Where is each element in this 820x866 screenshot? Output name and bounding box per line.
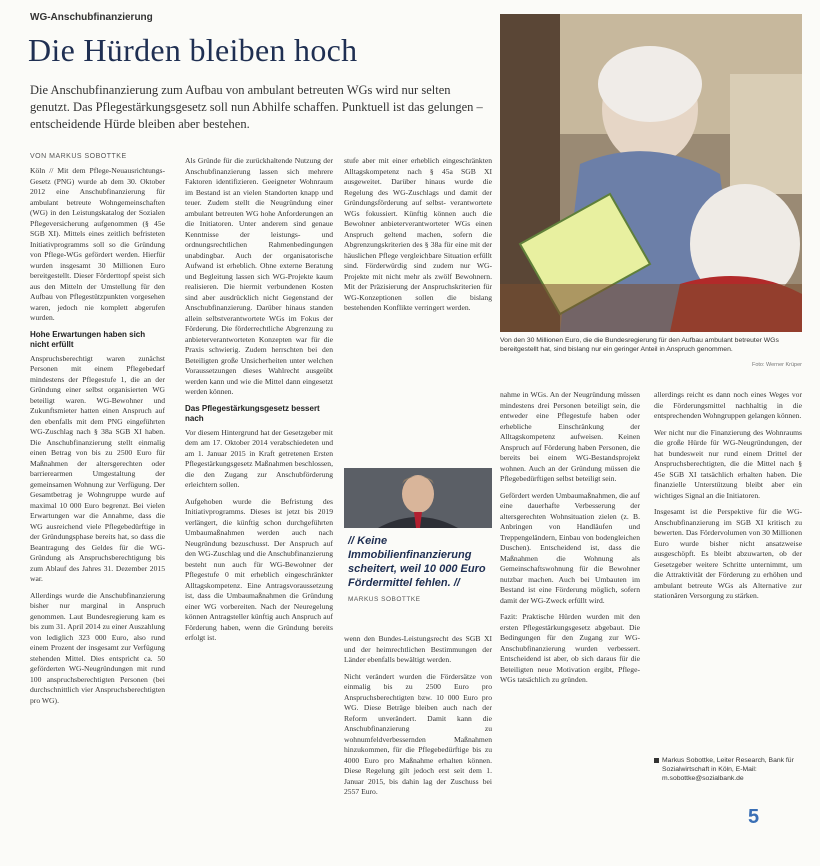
article-column-4 [500, 390, 640, 856]
author-bio: Markus Sobottke, Leiter Research, Bank für Sozialwirtschaft in Köln, E-Mail: m.sobottke@sozialbank.de [662, 757, 794, 782]
pull-quote: // Keine Immobilienfinanzierung scheitert, weil 10 000 Euro Fördermittel fehlen. // [348, 535, 486, 589]
photo-credit: Foto: Werner Krüper [751, 362, 802, 368]
article-column-1 [30, 166, 165, 856]
paragraph: wenn den Bundes-Leistungsrecht des SGB XI und der heimrechtlichen Bestimmungen der Länder ebenfalls bewältigt werden. [344, 634, 492, 664]
bio-marker-icon [654, 758, 659, 763]
portrait-illustration [344, 468, 492, 528]
paragraph: Insgesamt ist die Perspektive für die WG-Anschubfinanzierung im SGB XI kritisch zu bewerten. Das Fördervolumen von 30 Millionen Euro wurde bisher nicht ansatzweise ausgeschöpft. Es bleibt abzuwarten, ob der Gesetzgeber weitere Schritte unternimmt, um die Attraktivität der Förderung zu erhöhen und ambulant betreute WGs als Alternative zur stationären Versorgung zu stärken. [654, 507, 802, 600]
article-lead: Die Anschubfinanzierung zum Aufbau von ambulant betreuten WGs wird nur selten genutzt. Das Pflegestärkungsgesetz soll nun Abhilfe schaffen. Punktuell ist das gelungen – entscheidende Hürde bleiben aber bestehen. [30, 83, 483, 131]
article-byline: VON MARKUS SOBOTTKE [30, 153, 127, 160]
paragraph: Vor diesem Hintergrund hat der Gesetzgeber mit dem am 17. Oktober 2014 verabschiedeten und am 1. Januar 2015 in Kraft getretenen Ersten Pflegestärkungsgesetz Maßnahmen beschlossen, die den Zugang zur Anschubförderung erleichtern sollen. [185, 427, 333, 489]
paragraph: stufe aber mit einer erheblich eingeschränkten Alltagskompetenz nach § 45a SGB XI ausgeweitet. Darüber hinaus wurde die Regelung des WG-Zuschlags und damit der Gründungsförderung auf selbst- verantwortete WGs fokussiert. Künftig können auch die Bewohner anbieterverantworteter WGs einen Anspruch geltend machen, sofern die Abgrenzungskriterien des § 38a für eine mit der häuslichen Pflege vergleichbare Situation erfüllt sind. Förderwürdig sind zudem nur WG-Projekte mit nicht mehr als zwölf Bewohnern. Mit der Präzisierung der Anspruchskriterien für WG-Konzeptionen sollen die bislang bestehenden Konflikte verringert werden. [344, 156, 492, 312]
paragraph: Nicht verändert wurden die Fördersätze von einmalig bis zu 2500 Euro pro Anspruchsberechtigten bzw. 10 000 Euro pro WG. Diese Beträge bleiben auch nach der Reform unverändert. Damit kann die Anschubfinanzierung zu wohnumfeldverbessernden Maßnahmen hinzukommen, für die Pflegebedürftige bis zu 4000 Euro pro Maßnahme erhalten können. Diese Regelung gilt jedoch erst seit dem 1. Januar 2015, bis dahin lag der Zuschuss bei 2557 Euro. [344, 671, 492, 796]
paragraph: allerdings reicht es dann noch eines Weges vor die Förderungsmittel nachhaltig in die entsprechenden Wohngruppen gelangen können. [654, 390, 802, 420]
article-column-5 [654, 390, 802, 746]
article-title: Die Hürden bleiben hoch [28, 32, 358, 68]
article-photo [500, 14, 802, 332]
section-kicker: WG-Anschubfinanzierung [30, 12, 153, 23]
article-column-3 [344, 156, 492, 462]
photo-caption: Von den 30 Millionen Euro, die die Bundesregierung für den Aufbau ambulant betreuter WGs bereitgestellt hat, sind bislang nur ein geringer Anteil in Anspruch genommen. [500, 337, 779, 353]
article-column-2 [185, 156, 333, 856]
page-number: 5 [748, 806, 760, 828]
paragraph: Aufgehoben wurde die Befristung des Initiativprogramms. Dieses ist jetzt bis 2019 verlängert, die künftig schon durchgeführten Umbaumaßnahmen werden auch nach Neugründung bezuschusst. Der Anspruch auf den WG-Zuschlag und die Anschubfinanzierung besteht nun auch für WG-Bewohner der Pflegestufe 0 mit erheblich eingeschränkter Alltagskompetenz. Eine Antragsvoraussetzung ist, dass die Umbaumaßnahmen die Gründung einer WG vorbereiten. Nach der Neuregelung können Antragsteller künftig auch Anspruch auf Förderung haben, wenn die Gründung bereits erfolgt ist. [185, 496, 333, 642]
photo-illustration [500, 14, 802, 332]
subheading: Hohe Erwartungen haben sich nicht erfüllt [30, 329, 146, 349]
paragraph: Wer nicht nur die Finanzierung des Wohnraums die große Hürde für WG-Neugründungen, der hat bundesweit nur rund einem Drittel der Anspruchsberechtigten, die die Mittel nach § 45e SGB XI tatsächlich erhalten haben. Die finanzielle Unterstützung bleibt aber ein wichtiges Signal an die Initiatoren. [654, 427, 802, 500]
paragraph: nahme in WGs. An der Neugründung müssen mindestens drei Personen beteiligt sein, die entweder eine Pflegestufe haben oder erhebliche Einschränkung der Alltagskompetenz aufweisen. Keinen Anspruch auf Förderung haben Personen, die bereits bei einem WG-Bestandsprojekt wohnen. Auch an der Gründung müssen die Pflegebedürftigen selbst beteiligt sein. [500, 390, 640, 483]
paragraph: Köln // Mit dem Pflege-Neuausrichtungs-Gesetz (PNG) wurde ab dem 30. Oktober 2012 eine Anschubfinanzierung für ambulant betreute Wohngemeinschaften (WG) in den Leistungskatalog der Sozialen Pflegeversicherung aufgenommen (§ 45e SGB XI). Mittels eines zeitlich befristeten Initiativprogramms soll so die Gründung von Pflege-WGs gefördert werden. Hierfür wurden insgesamt 30 Millionen Euro bereitgestellt. Dieser Förderttopf speist sich aus den Mitteln der Umstellung für den Aufbau von Pflegestützpunkten vorgesehen waren, jedoch nie komplett abgerufen wurden. [30, 166, 165, 322]
paragraph: Fazit: Praktische Hürden wurden mit den ersten Pflegestärkungsgesetz abgebaut. Die Bedingungen für den Zugang zur WG-Anschubfinanzierung wurden verbessert. Entscheidend ist aber, ob sich daraus für die Beteiligten neue Motivation ergibt, Pflege-WGs tatsächlich zu gründen. [500, 612, 640, 684]
paragraph: Als Gründe für die zurückhaltende Nutzung der Anschubfinanzierung lassen sich mehrere Faktoren identifizieren. Geeigneter Wohnraum im Bestand ist an vielen Standorten knapp und teuer. Zudem stellt die Neugründung einer ambulant betreuten WG hohe Anforderungen an die Initiatoren. Unter anderem sind genaue Kenntnisse der leistungs- und ordnungsrechtlichen Rahmenbedingungen unabdingbar. Auch der organisatorische Aufwand ist erheblich. Ohne externe Beratung und Begleitung lassen sich WG-Projekte kaum realisieren. Die hiermit verbundenen Kosten sind aber ausdrücklich nicht Gegenstand der Anschubfinanzierung. Darüber hinaus standen allein selbstverantwortete WGs im Fokus der Förderung. Die förderrechtliche Abgrenzung zu anbieterverantworteten Konzepten war für die Praxis schwierig. Zudem herrschten bei den Beteiligten große Unsicherheiten unter welchen Voraussetzungen dieses Wahlrecht ausgeübt werden kann und wie die Mittel dann eingesetzt werden können. [185, 156, 333, 396]
paragraph: Allerdings wurde die Anschubfinanzierung bisher nur marginal in Anspruch genommen. Laut Bundesregierung kam es bis zum 31. April 2014 zu einer Auszahlung von lediglich 323 000 Euro, also rund einem Prozent der insgesamt zur Verfügung stehenden Mittel. Dies entspricht ca. 50 geförderten WG-Neugründungen mit rund 100 anspruchsberechtigten Personen (bei durchschnittlich vier Anspruchsberechtigten pro WG). [30, 590, 165, 705]
paragraph: Anspruchsberechtigt waren zunächst Personen mit einem Pflegebedarf mindestens der Pflegestufe 1, die an der Gründung einer selbst organisierten WG beteiligt waren. WG-Bewohner und Zukunftsmieter hatten einen Anspruch auf den ebenfalls mit dem PNG eingeführten WG-Zuschlag nach § 38a SGB XI haben. Die Anschubfinanzierung stellt einmalig einen Betrag von bis zu 2500 Euro für Maßnahmen der altersgerechten oder barrierearmen Umgestaltung der gemeinsamen Wohnung zur Verfügung. Der Gesamtbetrag je Wohngruppe wurde auf maximal 10 000 Euro begrenzt. Bei vielen Erwartungen war die Annahme, dass die WG ausreichend viele Pflegebedürftige in der Gründungsphase bereits hat, so dass die Beantragung des Geldes für die WG-Gründung als Anspruchsberechtigung bis zum Ablauf des Jahres 31. Dezember 2015 war. [30, 353, 165, 583]
subheading: Das Pflegestärkungsgesetz bessert nach [185, 403, 320, 423]
pull-quote-author: MARKUS SOBOTTKE [348, 596, 421, 603]
paragraph: Gefördert werden Umbaumaßnahmen, die auf eine dauerhafte Verbesserung der altersgerechten Wohnsituation zielen (z. B. Anbringen von Handläufen und Treppengeländern, Einbau von bodengleichen Duschen). Entscheidend ist, dass die Maßnahmen die Wohnung als Gemeinschaftswohnung für die Bewohner nutzbar machen. Auch bei Umbauten im Bestand ist eine Förderung möglich, sofern damit der WG-Zweck erfüllt wird. [500, 490, 640, 605]
article-column-3-continued [344, 634, 492, 856]
author-portrait [344, 468, 492, 528]
